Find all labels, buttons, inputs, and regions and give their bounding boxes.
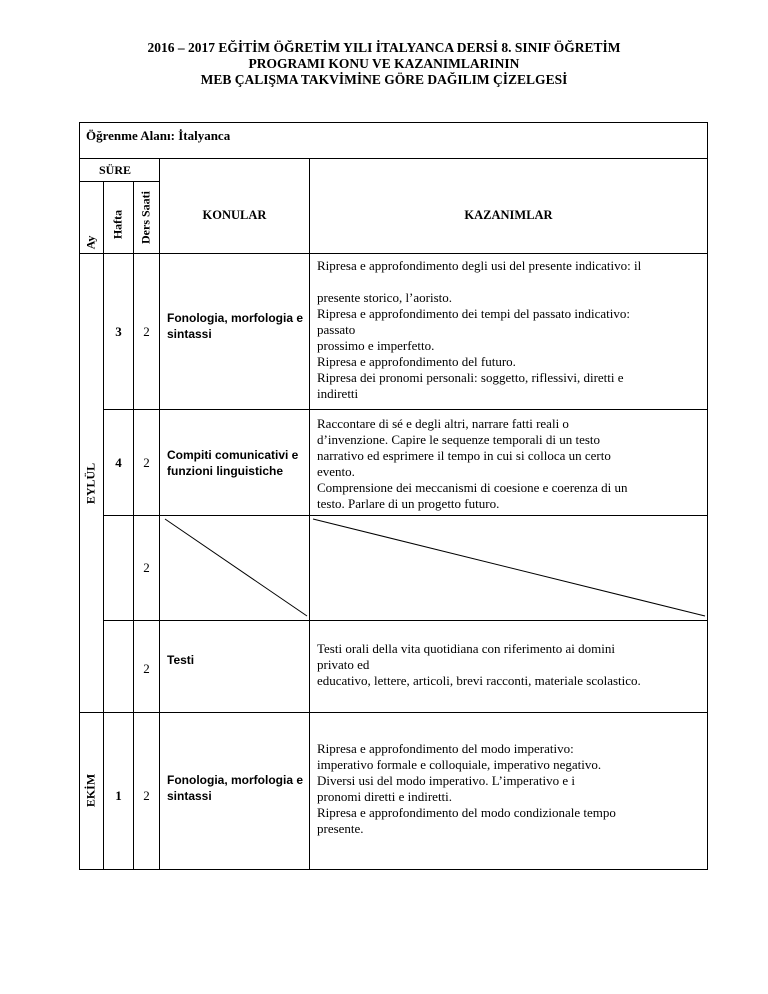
saat-cell: 2 [143, 661, 150, 676]
title-line-2: PROGRAMI KONU VE KAZANIMLARININ [248, 56, 520, 71]
hafta-cell: 3 [115, 324, 122, 339]
saat-cell: 2 [143, 455, 150, 470]
konu-cell: Fonologia, morfologia e sintassi [167, 311, 303, 341]
kazanim-cell [317, 741, 705, 837]
kazanim-line: Ripresa e approfondimento del modo condizionale tempo [317, 805, 616, 820]
kazanim-line: presente. [317, 821, 364, 836]
kazanim-line: Ripresa e approfondimento del modo imperativo: [317, 741, 574, 756]
document-title [0, 40, 768, 88]
konu-cell: Testi [167, 653, 195, 667]
kazanim-cell [317, 258, 705, 402]
kazanim-line: imperativo formale e colloquiale, imperativo negativo. [317, 757, 602, 772]
kazanim-line: Ripresa e approfondimento degli usi del presente indicativo: il [317, 258, 642, 273]
kazanim-line: educativo, lettere, articoli, brevi racconti, materiale scolastico. [317, 673, 641, 688]
saat-cell: 2 [143, 324, 150, 339]
konu-cell: Compiti comunicativi e funzioni linguistiche [167, 448, 299, 478]
konu-cell: Fonologia, morfologia e sintassi [167, 773, 303, 803]
kazanim-line: Comprensione dei meccanismi di coesione e coerenza di un [317, 480, 628, 495]
kazanim-line: Ripresa dei pronomi personali: soggetto, riflessivi, diretti e [317, 370, 624, 385]
konular-header: KONULAR [202, 208, 267, 222]
kazanim-line: prossimo e imperfetto. [317, 338, 435, 353]
kazanim-line: Ripresa e approfondimento dei tempi del passato indicativo: [317, 306, 631, 321]
kazanim-line: d’invenzione. Capire le sequenze temporali di un testo [317, 432, 601, 447]
kazanim-line: passato [317, 322, 356, 337]
kazanim-line: testo. Parlare di un progetto futuro. [317, 496, 500, 511]
title-line-1: 2016 – 2017 EĞİTİM ÖĞRETİM YILI İTALYANCA DERSİ 8. SINIF ÖĞRETİM [147, 40, 621, 55]
hafta-header: Hafta [110, 209, 125, 240]
kazanim-line: Raccontare di sé e degli altri, narrare fatti reali o [317, 416, 569, 431]
hafta-cell: 4 [115, 455, 122, 470]
kazanim-line: evento. [317, 464, 355, 479]
title-line-3: MEB ÇALIŞMA TAKVİMİNE GÖRE DAĞILIM ÇİZELGESİ [200, 72, 568, 87]
learning-area: Öğrenme Alanı: İtalyanca [86, 128, 231, 143]
saat-cell: 2 [143, 560, 150, 575]
kazanim-line: Testi orali della vita quotidiana con riferimento ai domini [317, 641, 616, 656]
saat-cell: 2 [143, 788, 150, 803]
ders-saati-header: Ders Saati [138, 191, 153, 244]
kazanim-line: Ripresa e approfondimento del futuro. [317, 354, 516, 369]
kazanim-line: narrativo ed esprimere il tempo in cui si colloca un certo [317, 448, 611, 463]
month-ekim: EKİM [83, 773, 98, 808]
hafta-cell: 1 [115, 788, 122, 803]
kazanimlar-header: KAZANIMLAR [464, 208, 553, 222]
kazanim-cell [317, 416, 705, 512]
kazanim-line: indiretti [317, 386, 359, 401]
kazanim-line: pronomi diretti e indiretti. [317, 789, 453, 804]
ay-header: Ay [83, 235, 98, 250]
sure-header: SÜRE [99, 163, 132, 177]
month-eylul: EYLÜL [83, 462, 98, 505]
kazanim-cell [317, 641, 705, 689]
kazanim-line: privato ed [317, 657, 370, 672]
kazanim-line: presente storico, l’aoristo. [317, 290, 453, 305]
kazanim-line: Diversi usi del modo imperativo. L’imperativo e i [317, 773, 576, 788]
